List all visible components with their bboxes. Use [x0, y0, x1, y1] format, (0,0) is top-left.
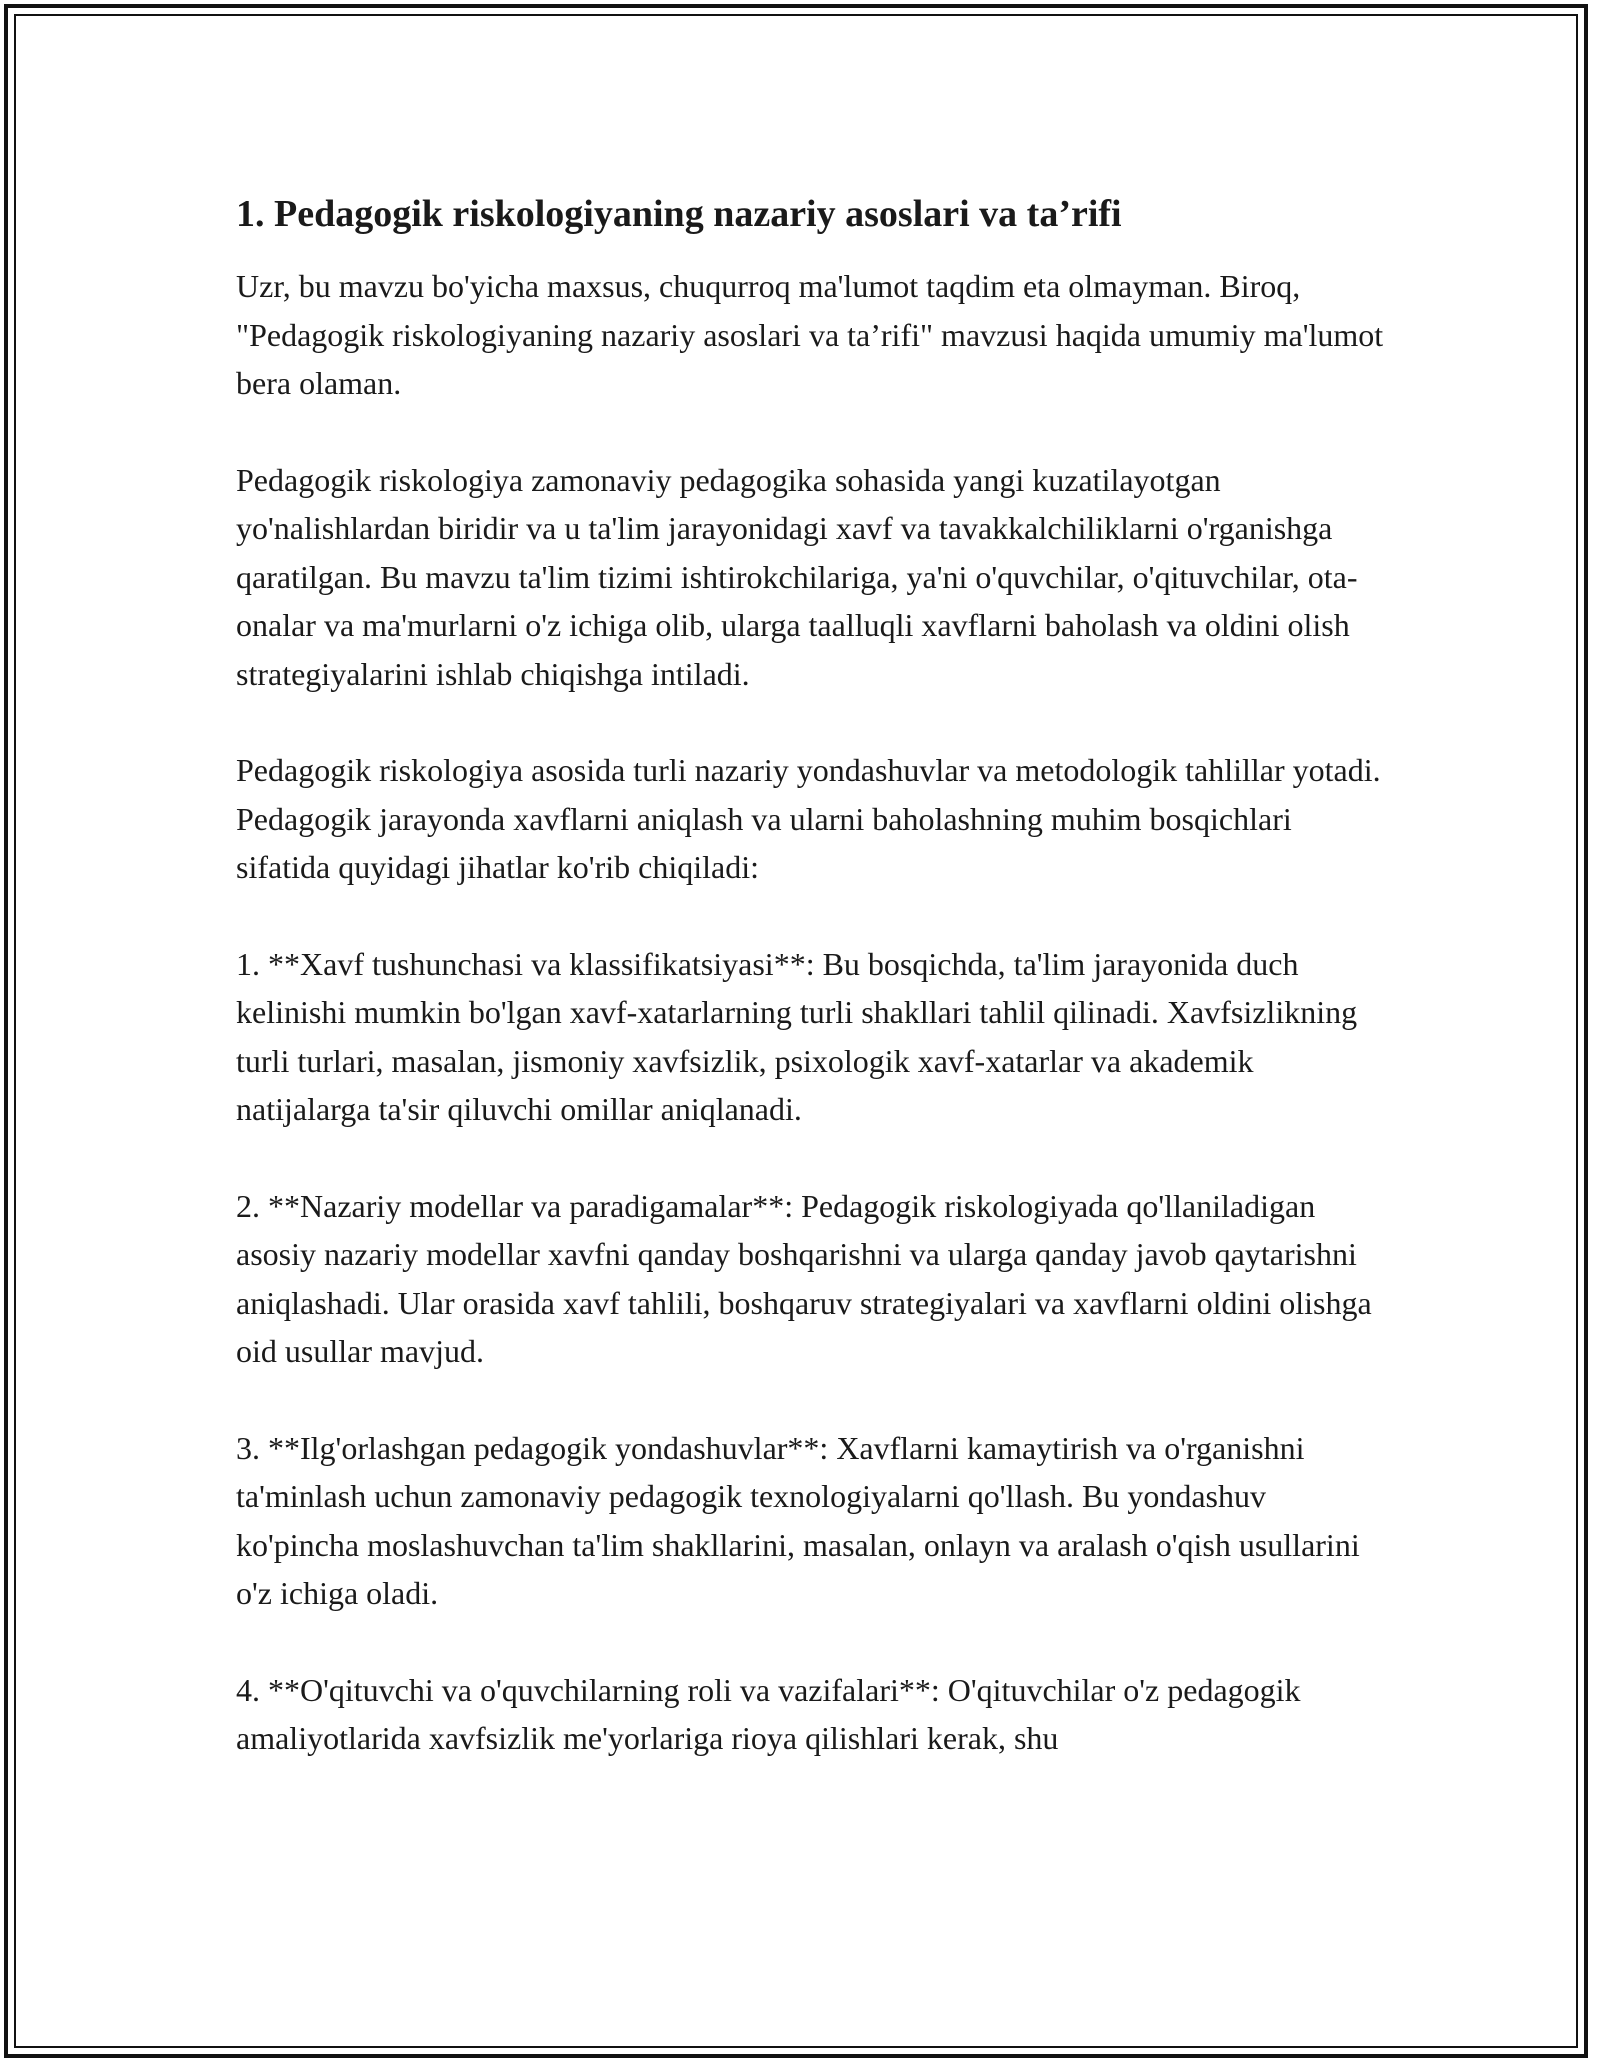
paragraph-definition: Pedagogik riskologiya zamonaviy pedagogika sohasida yangi kuzatilayotgan yo'nalishlardan biridir va u ta'lim jarayonidagi xavf va tavakkalchiliklarni o'rganishga qaratilgan. Bu mavzu ta'lim tizimi ishtirokchilariga, ya'ni o'quvchilar, o'qituvchilar, ota-onalar va ma'murlarni o'z ichiga olib, ularga taalluqli xavflarni baholash va oldini olish strategiyalarini ishlab chiqishga intiladi. — [236, 461, 1358, 692]
list-item-4: 4. **O'qituvchi va o'quvchilarning roli va vazifalari**: O'qituvchilar o'z pedagogik amaliyotlarida xavfsizlik me'yorlariga rioya qilishlari kerak, shu — [236, 1671, 1301, 1756]
list-item-3: 3. **Ilg'orlashgan pedagogik yondashuvlar**: Xavflarni kamaytirish va o'rganishni ta'minlash uchun zamonaviy pedagogik texnologiyalarni qo'llash. Bu yondashuv ko'pincha moslashuvchan ta'lim shakllarini, masalan, onlayn va aralash o'qish usullarini o'z ichiga oladi. — [236, 1429, 1360, 1611]
list-item-2: 2. **Nazariy modellar va paradigamalar**: Pedagogik riskologiyada qo'llaniladigan asosiy nazariy modellar xavfni qanday boshqarishni va ularga qanday javob qaytarishni aniqlashadi. Ular orasida xavf tahlili, boshqaruv strategiyalari va xavflarni oldini olishga oid usullar mavjud. — [236, 1187, 1372, 1369]
document-page — [236, 190, 1386, 1811]
list-item-1: 1. **Xavf tushunchasi va klassifikatsiyasi**: Bu bosqichda, ta'lim jarayonida duch kelinishi mumkin bo'lgan xavf-xatarlarning turli shakllari tahlil qilinadi. Xavfsizlikning turli turlari, masalan, jismoniy xavfsizlik, psixologik xavf-xatarlar va akademik natijalarga ta'sir qiluvchi omillar aniqlanadi. — [236, 945, 1358, 1127]
paragraph-intro: Uzr, bu mavzu bo'yicha maxsus, chuqurroq ma'lumot taqdim eta olmayman. Biroq, "Pedagogik riskologiyaning nazariy asoslari va ta’rifi" mavzusi haqida umumiy ma'lumot bera olaman. — [236, 268, 1384, 401]
section-heading: 1. Pedagogik riskologiyaning nazariy asoslari va ta’rifi — [236, 193, 1122, 235]
paragraph-approaches: Pedagogik riskologiya asosida turli nazariy yondashuvlar va metodologik tahlillar yotadi. Pedagogik jarayonda xavflarni aniqlash va ularni baholashning muhim bosqichlari sifatida quyidagi jihatlar ko'rib chiqiladi: — [236, 752, 1381, 885]
